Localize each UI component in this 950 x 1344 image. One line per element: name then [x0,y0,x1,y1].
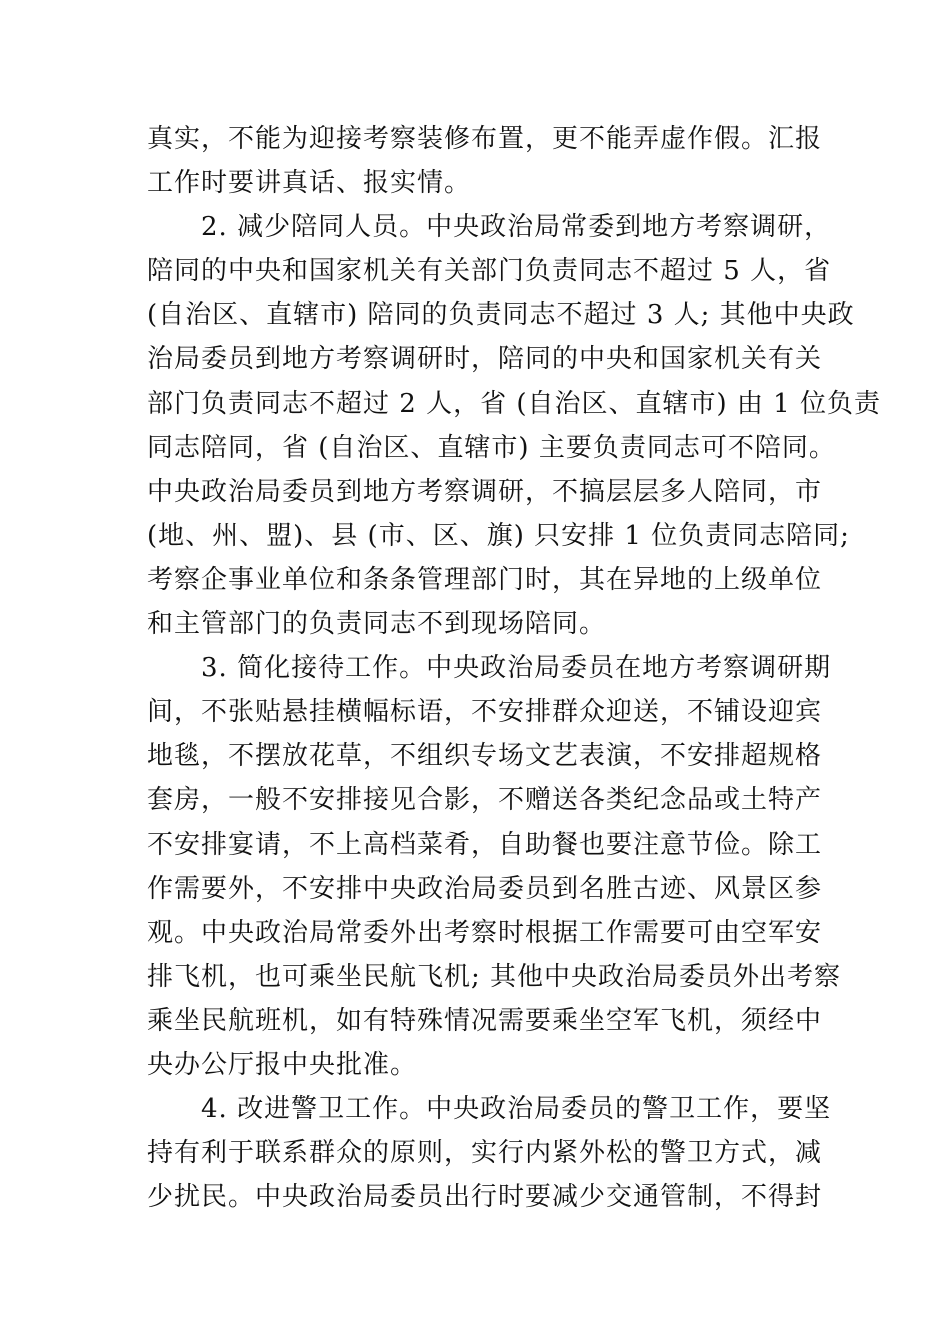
text-line: 2. 减少陪同人员。中央政治局常委到地方考察调研， [201,212,832,243]
text-line: 治局委员到地方考察调研时，陪同的中央和国家机关有关 [147,344,823,375]
text-line: 工作时要讲真话、报实情。 [147,168,472,199]
text-line: 排飞机，也可乘坐民航飞机; 其他中央政治局委员外出考察 [147,961,842,992]
text-line: 间，不张贴悬挂横幅标语，不安排群众迎送，不铺设迎宾 [147,697,823,728]
text-line: 央办公厅报中央批准。 [147,1049,418,1080]
text-line: 作需要外，不安排中央政治局委员到名胜古迹、风景区参 [147,873,823,904]
text-line: 少扰民。中央政治局委员出行时要减少交通管制，不得封 [147,1182,823,1213]
text-line: 不安排宴请，不上高档菜肴，自助餐也要注意节俭。除工 [147,829,823,860]
text-line: 4. 改进警卫工作。中央政治局委员的警卫工作，要坚 [201,1094,832,1125]
text-line: 3. 简化接待工作。中央政治局委员在地方考察调研期 [201,653,832,684]
text-line: (地、州、盟)、县 (市、区、旗) 只安排 1 位负责同志陪同; [147,520,850,551]
text-line: 同志陪同，省 (自治区、直辖市) 主要负责同志可不陪同。 [147,432,836,463]
text-line: 持有利于联系群众的原则，实行内紧外松的警卫方式，减 [147,1138,823,1169]
text-line: (自治区、直辖市) 陪同的负责同志不超过 3 人; 其他中央政 [147,300,855,331]
text-line: 中央政治局委员到地方考察调研，不搞层层多人陪同，市 [147,476,823,507]
text-line: 套房，一般不安排接见合影，不赠送各类纪念品或土特产 [147,785,823,816]
text-line: 乘坐民航班机，如有特殊情况需要乘坐空军飞机，须经中 [147,1005,823,1036]
text-line: 和主管部门的负责同志不到现场陪同。 [147,609,607,640]
text-line: 考察企事业单位和条条管理部门时，其在异地的上级单位 [147,564,823,595]
text-line: 观。中央政治局常委外出考察时根据工作需要可由空军安 [147,917,823,948]
text-line: 部门负责同志不超过 2 人，省 (自治区、直辖市) 由 1 位负责 [147,388,881,419]
text-line: 地毯，不摆放花草，不组织专场文艺表演，不安排超规格 [147,741,823,772]
text-line: 真实，不能为迎接考察装修布置，更不能弄虚作假。汇报 [147,124,823,154]
text-line: 陪同的中央和国家机关有关部门负责同志不超过 5 人，省 [147,256,832,287]
document-body [147,117,881,1219]
